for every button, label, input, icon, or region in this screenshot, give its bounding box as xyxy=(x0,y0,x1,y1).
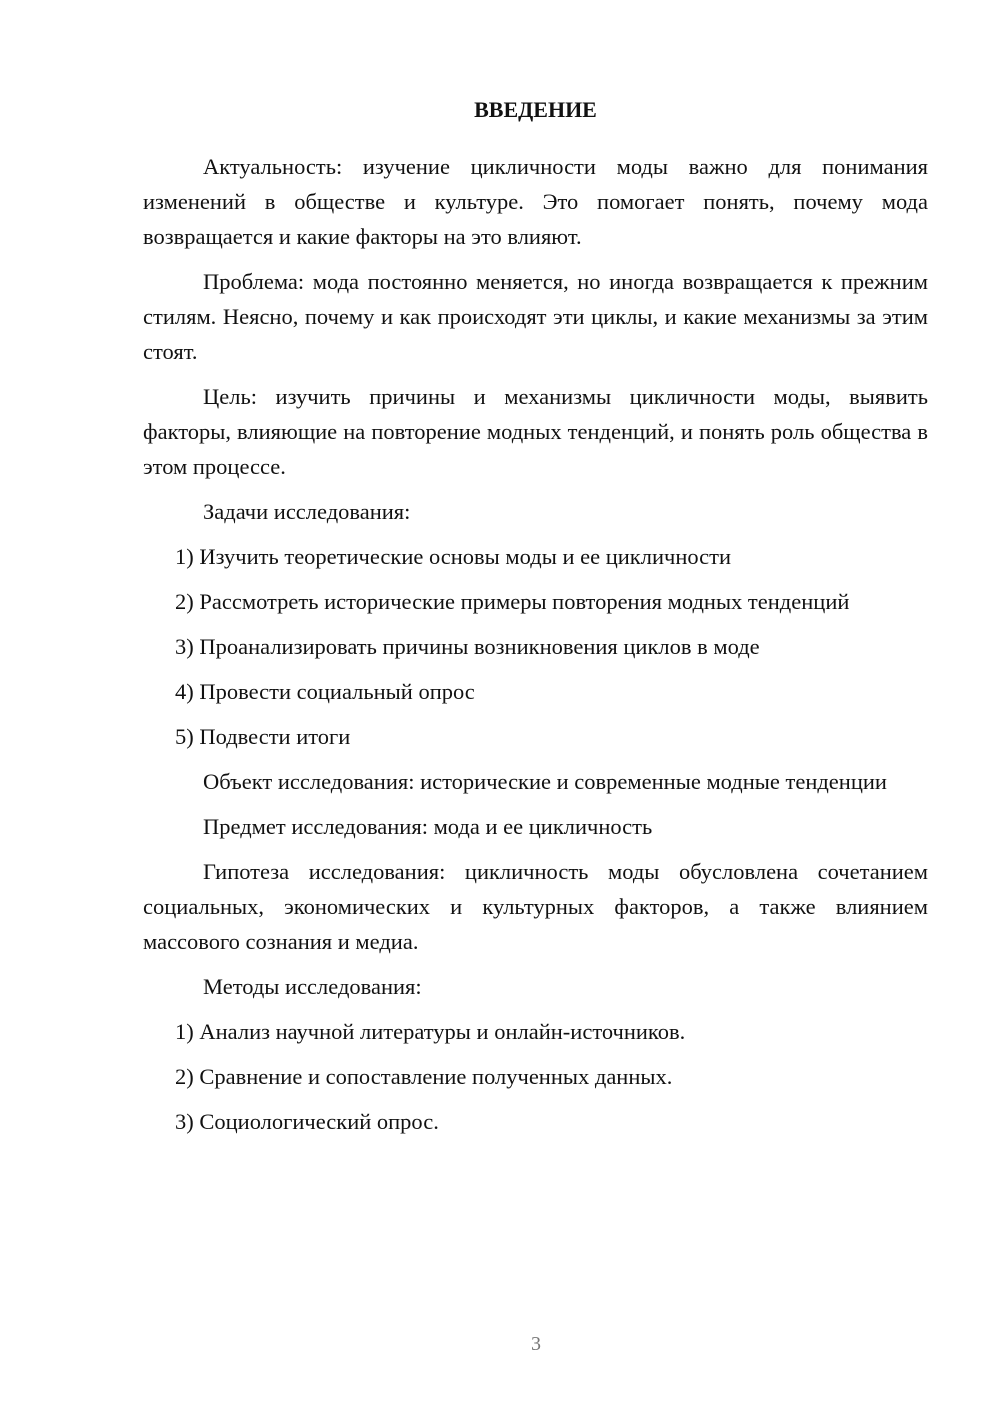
task-item-2: 2) Рассмотреть исторические примеры повторения модных тенденций xyxy=(175,589,850,614)
problem-paragraph: Проблема: мода постоянно меняется, но иногда возвращается к прежним стилям. Неясно, почему и как происходят эти циклы, и какие механизмы за этим стоят. xyxy=(143,269,928,364)
method-item-1: 1) Анализ научной литературы и онлайн-источников. xyxy=(175,1019,686,1044)
task-item-4: 4) Провести социальный опрос xyxy=(175,679,475,704)
page-content xyxy=(143,95,928,1149)
task-item-1: 1) Изучить теоретические основы моды и ее цикличности xyxy=(175,544,732,569)
task-item-3: 3) Проанализировать причины возникновения циклов в моде xyxy=(175,634,760,659)
tasks-title: Задачи исследования: xyxy=(203,499,411,524)
method-item-3: 3) Социологический опрос. xyxy=(175,1109,439,1134)
goal-paragraph: Цель: изучить причины и механизмы цикличности моды, выявить факторы, влияющие на повторение модных тенденций, и понять роль общества в этом процессе. xyxy=(143,384,928,479)
methods-title: Методы исследования: xyxy=(203,974,422,999)
page-number: 3 xyxy=(531,1333,541,1355)
relevance-paragraph: Актуальность: изучение цикличности моды важно для понимания изменений в обществе и культуре. Это помогает понять, почему мода возвращается и какие факторы на это влияют. xyxy=(143,154,928,249)
method-item-2: 2) Сравнение и сопоставление полученных данных. xyxy=(175,1064,673,1089)
object-paragraph: Объект исследования: исторические и современные модные тенденции xyxy=(203,769,887,794)
hypothesis-paragraph: Гипотеза исследования: цикличность моды обусловлена сочетанием социальных, экономических и культурных факторов, а также влиянием массового сознания и медиа. xyxy=(143,859,928,954)
task-item-5: 5) Подвести итоги xyxy=(175,724,351,749)
section-heading: ВВЕДЕНИЕ xyxy=(474,97,597,122)
subject-paragraph: Предмет исследования: мода и ее цикличность xyxy=(203,814,653,839)
